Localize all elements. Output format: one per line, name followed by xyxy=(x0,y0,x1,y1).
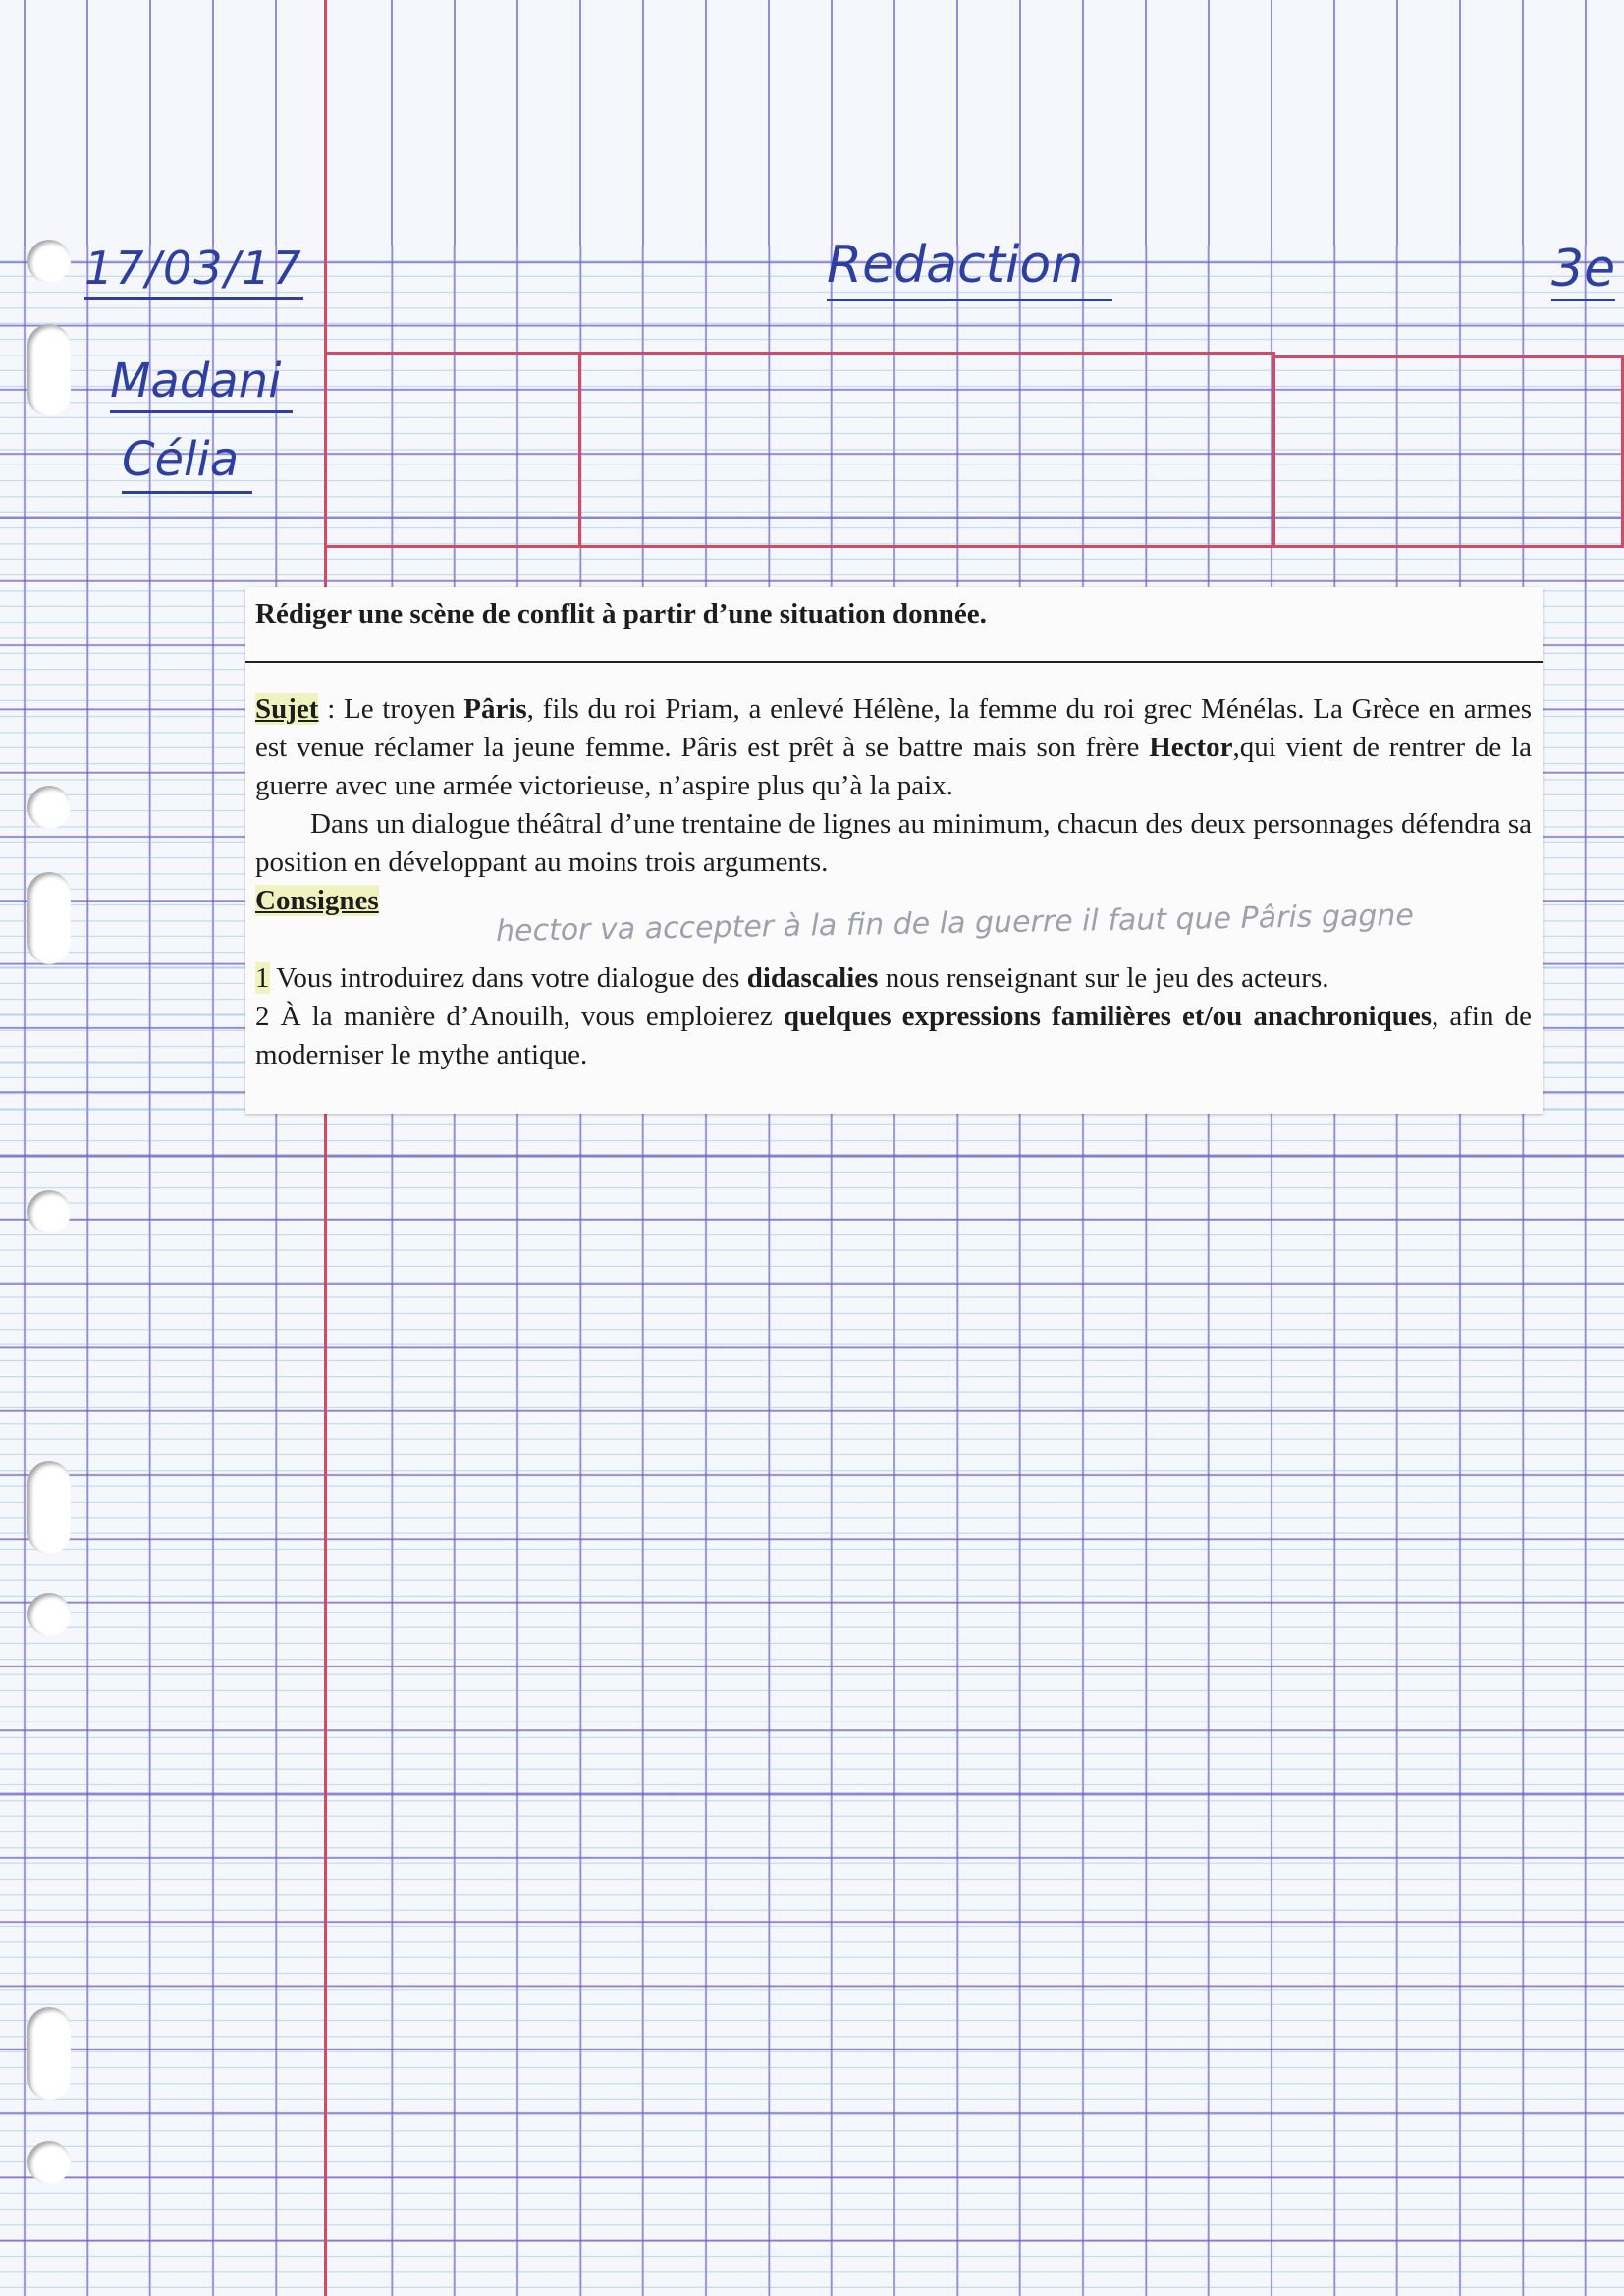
instruction-1-text-b: nous renseignant sur le jeu des acteurs. xyxy=(878,962,1329,994)
subject-separator: : xyxy=(318,693,345,725)
handwritten-firstname: Célia xyxy=(122,432,252,494)
instruction-2 xyxy=(255,998,1532,1074)
handwritten-class-level: 3e xyxy=(1551,240,1615,301)
instruction-1-number: 1 xyxy=(255,962,270,994)
ring-hole xyxy=(27,240,71,283)
subject-hector: Hector xyxy=(1149,732,1233,763)
instruction-2-text-b: , afin de moderniser le mythe antique. xyxy=(255,1001,1533,1070)
handwritten-title: Redaction xyxy=(827,236,1112,301)
ring-hole xyxy=(27,2141,71,2184)
assignment-heading: Rédiger une scène de conflit à partir d’une situation donnée. xyxy=(255,598,987,629)
grade-box-middle xyxy=(578,352,1275,548)
instruction-2-text-a: À la manière d’Anouilh, vous emploierez xyxy=(269,1001,784,1032)
ring-hole-oblong xyxy=(27,2007,71,2100)
red-margin-line xyxy=(324,0,327,2296)
subject-text-b: , fils du roi Priam, a enlevé Hélène, la femme du roi grec Ménélas. La Grèce en armes est venue réclamer la jeune femme. Pâris est prêt à se battre mais son frère xyxy=(255,693,1533,763)
subject-paragraph xyxy=(255,690,1532,805)
ring-hole-oblong xyxy=(27,1461,71,1554)
subject-paragraph-2: Dans un dialogue théâtral d’une trentaine de lignes au minimum, chacun des deux personnages défendra sa position en développant au moins trois arguments. xyxy=(255,808,1532,878)
consignes-label: Consignes xyxy=(255,885,379,916)
grade-box-right xyxy=(1272,355,1624,548)
instruction-1-text-a: Vous introduirez dans votre dialogue des xyxy=(269,962,747,994)
instruction-2-bold: quelques expressions familières et/ou anachroniques xyxy=(783,1001,1432,1032)
ring-hole-oblong xyxy=(27,324,71,416)
grade-box-left xyxy=(324,352,581,548)
heading-divider xyxy=(245,661,1543,663)
assignment-sheet xyxy=(245,587,1543,1114)
pencil-note: hector va accepter à la fin de la guerre il faut que Pâris gagne xyxy=(495,898,1415,950)
subject-text-a: Le troyen xyxy=(344,693,464,725)
ring-hole xyxy=(27,786,71,829)
paper-top-margin xyxy=(0,0,1624,246)
handwritten-date: 17/03/17 xyxy=(84,242,303,300)
ring-hole xyxy=(27,1593,71,1636)
ring-hole xyxy=(27,1190,71,1233)
subject-paris: Pâris xyxy=(463,693,527,725)
subject-text-c: ,qui vient de rentrer de la guerre avec une armée victorieuse, n’aspire plus qu’à la paix. xyxy=(255,732,1532,801)
instruction-1 xyxy=(255,959,1532,998)
instruction-2-number: 2 xyxy=(255,1001,270,1032)
subject-label: Sujet xyxy=(255,693,319,725)
instruction-1-bold: didascalies xyxy=(746,962,879,994)
handwritten-surname: Madani xyxy=(110,354,293,413)
ring-hole-oblong xyxy=(27,872,71,964)
